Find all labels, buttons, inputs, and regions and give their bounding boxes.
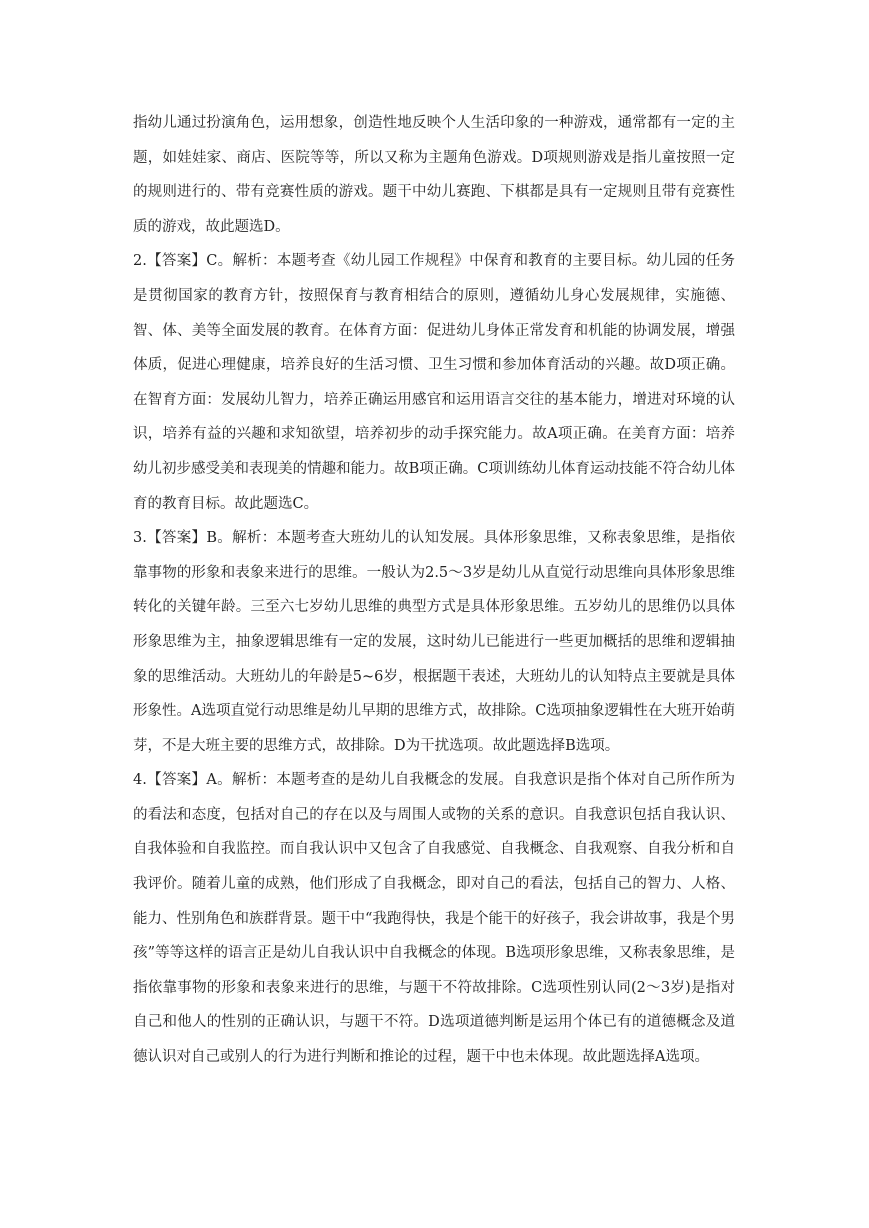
paragraph-continuation: 指幼儿通过扮演角色，运用想象，创造性地反映个人生活印象的一种游戏，通常都有一定的主题，如娃娃家、商店、医院等等，所以又称为主题角色游戏。D项规则游戏是指儿童按照一定的规则进行的、带有竞赛性质的游戏。题干中幼儿赛跑、下棋都是具有一定规则且带有竞赛性质的游戏，故此题选D。 (133, 115, 735, 235)
answer-paragraph-4: 4.【答案】A。解析：本题考查的是幼儿自我概念的发展。自我意识是指个体对自己所作所为的看法和态度，包括对自己的存在以及与周围人或物的关系的意识。自我意识包括自我认识、自我体验和自我监控。而自我认识中又包含了自我感觉、自我概念、自我观察、自我分析和自我评价。随着儿童的成熟，他们形成了自我概念，即对自己的看法，包括自己的智力、人格、能力、性别角色和族群背景。题干中“我跑得快，我是个能干的好孩子，我会讲故事，我是个男孩”等等这样的语言正是幼儿自我认识中自我概念的体现。B选项形象思维，又称表象思维，是指依靠事物的形象和表象来进行的思维，与题干不符故排除。C选项性别认同(2～3岁)是指对自己和他人的性别的正确认识，与题干不符。D选项道德判断是运用个体已有的道德概念及道德认识对自己或别人的行为进行判断和推论的过程，题干中也未体现。故此题选择A选项。 (133, 772, 735, 1066)
answer-paragraph-3: 3.【答案】B。解析：本题考查大班幼儿的认知发展。具体形象思维，又称表象思维，是指依靠事物的形象和表象来进行的思维。一般认为2.5～3岁是幼儿从直觉行动思维向具体形象思维转化的关键年龄。三至六七岁幼儿思维的典型方式是具体形象思维。五岁幼儿的思维仍以具体形象思维为主，抽象逻辑思维有一定的发展，这时幼儿已能进行一些更加概括的思维和逻辑抽象的思维活动。大班幼儿的年龄是5~6岁，根据题干表述，大班幼儿的认知特点主要就是具体形象性。A选项直觉行动思维是幼儿早期的思维方式，故排除。C选项抽象逻辑性在大班开始萌芽，不是大班主要的思维方式，故排除。D为干扰选项。故此题选择B选项。 (133, 530, 735, 754)
document-body (133, 106, 735, 1075)
answer-paragraph-2: 2.【答案】C。解析：本题考查《幼儿园工作规程》中保育和教育的主要目标。幼儿园的任务是贯彻国家的教育方针，按照保育与教育相结合的原则，遵循幼儿身心发展规律，实施德、智、体、美等全面发展的教育。在体育方面：促进幼儿身体正常发育和机能的协调发展，增强体质，促进心理健康，培养良好的生活习惯、卫生习惯和参加体育活动的兴趣。故D项正确。在智育方面：发展幼儿智力，培养正确运用感官和运用语言交往的基本能力，增进对环境的认识，培养有益的兴趣和求知欲望，培养初步的动手探究能力。故A项正确。在美育方面：培养幼儿初步感受美和表现美的情趣和能力。故B项正确。C项训练幼儿体育运动技能不符合幼儿体育的教育目标。故此题选C。 (133, 253, 735, 512)
